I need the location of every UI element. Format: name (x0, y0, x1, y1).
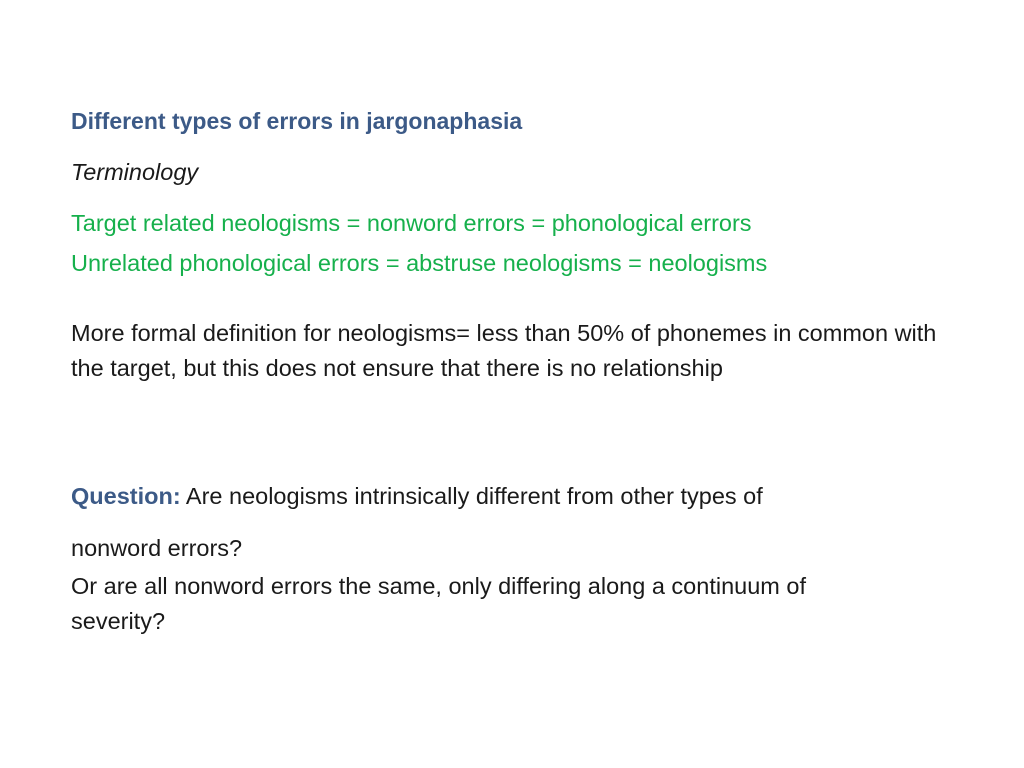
slide-title: Different types of errors in jargonaphasia (71, 108, 523, 134)
alternative-question-line-2: severity? (71, 608, 166, 634)
terminology-subtitle: Terminology (71, 159, 199, 185)
alternative-question-line-1: Or are all nonword errors the same, only differing along a continuum of (71, 573, 806, 599)
equivalence-line-unrelated: Unrelated phonological errors = abstruse neologisms = neologisms (71, 250, 768, 276)
question-text: Are neologisms intrinsically different from other types of (185, 483, 763, 509)
question-label: Question: (71, 483, 181, 509)
neologism-definition-paragraph: More formal definition for neologisms= less than 50% of phonemes in common with the target, but this does not ensure that there is no relationship (71, 320, 937, 381)
equivalence-line-target-related: Target related neologisms = nonword errors = phonological errors (71, 210, 752, 236)
question-line (71, 482, 763, 510)
question-continuation: nonword errors? (71, 535, 243, 561)
